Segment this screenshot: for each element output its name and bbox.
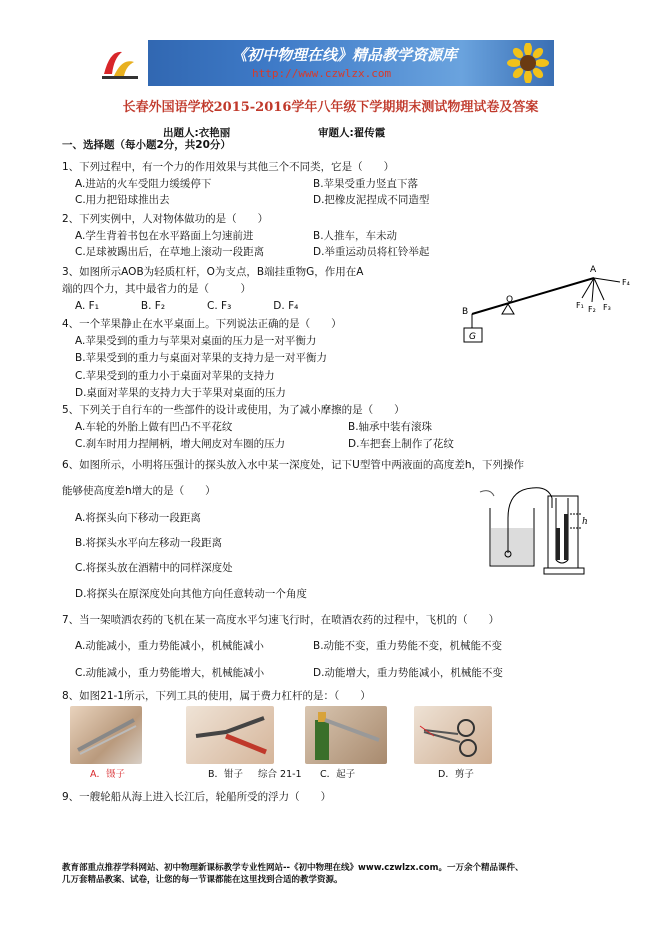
q5-option-a: A.车轮的外胎上做有凹凸不平花纹 [75,421,233,433]
label-b: B [462,307,469,317]
q7-option-a: A.动能减小，重力势能减小，机械能减小 [75,640,264,652]
reviewer-name: 审题人:翟传霞 [318,127,386,139]
caption-d: D．剪子 [438,769,474,780]
scissors-photo [414,706,492,764]
q4-option-c: C.苹果受到的重力小于桌面对苹果的支持力 [75,370,275,382]
q6-option-d: D.将探头在原深度处向其他方向任意转动一个角度 [75,588,307,600]
label-a: A [590,265,597,275]
label-f1: F₄ [622,278,630,287]
pressure-gauge-diagram [470,478,600,578]
q5-option-b: B.轴承中装有滚珠 [348,421,433,433]
label-h: h [582,517,588,527]
document-title: 长春外国语学校2015-2016学年八年级下学期期末测试物理试卷及答案 [122,100,539,115]
caption-c: C．起子 [320,769,356,780]
banner-url[interactable]: http://www.czwlzx.com [252,67,392,80]
q1-option-d: D.把橡皮泥捏成不同造型 [313,194,430,206]
q2-option-d: D.举重运动员将杠铃举起 [313,246,430,258]
q8-stem: 8、如图21-1所示，下列工具的使用，属于费力杠杆的是：（ ） [62,690,371,702]
q1-option-b: B.苹果受重力竖直下落 [313,178,419,190]
q3-stem-2: 端的四个力，其中最省力的是（ ） [62,283,251,295]
q7-option-c: C.动能减小，重力势能增大，机械能减小 [75,667,265,679]
q7-option-d: D.动能增大，重力势能减小，机械能不变 [313,667,503,679]
q4-option-d: D.桌面对苹果的支持力大于苹果对桌面的压力 [75,387,286,399]
bottle-opener-photo [305,706,387,764]
pliers-photo [186,706,274,764]
sunflower-icon [506,43,550,83]
label-f2: F₁ [576,301,584,310]
lever-diagram [458,258,638,350]
q6-option-c: C.将探头放在酒精中的同样深度处 [75,562,233,574]
q6-option-b: B.将探头水平向左移动一段距离 [75,537,223,549]
caption-b: B．钳子 [208,769,244,780]
section-heading: 一、选择题（每小题2分，共20分） [62,139,231,151]
site-logo [92,40,148,86]
footer-line-1: 教育部重点推荐学科网站、初中物理新课标教学专业性网站--《初中物理在线》www.czwlzx.com。一万余个精品课件、 [62,863,524,873]
q4-option-a: A.苹果受到的重力与苹果对桌面的压力是一对平衡力 [75,335,317,347]
label-f3: F₂ [588,305,596,314]
page-footer [62,862,622,886]
caption-a: A．镊子 [90,769,125,780]
header-banner [92,40,554,86]
setter-name: 出题人:衣艳丽 [163,127,231,139]
q1-option-a: A.进站的火车受阻力缓缓停下 [75,178,212,190]
q1-stem: 1、下列过程中，有一个力的作用效果与其他三个不同类，它是（ ） [62,161,395,173]
q5-stem: 5、下列关于自行车的一些部件的设计或使用，为了减小摩擦的是（ ） [62,404,405,416]
q4-option-b: B.苹果受到的重力与桌面对苹果的支持力是一对平衡力 [75,352,328,364]
q3-options: A. F₁ B. F₂ C. F₃ D. F₄ [75,300,299,312]
label-g: G [469,332,476,342]
q6-stem-1: 6、如图所示，小明将压强计的探头放入水中某一深度处，记下U型管中两液面的高度差h，下列操作 [62,459,525,471]
label-o: O [506,295,514,305]
q2-option-a: A.学生背着书包在水平路面上匀速前进 [75,230,254,242]
q7-stem: 7、当一架喷洒农药的飞机在某一高度水平匀速飞行时，在喷酒农药的过程中，飞机的（ ） [62,614,500,626]
q3-stem-1: 3、如图所示AOB为轻质杠杆，O为支点，B端挂重物G，作用在A [62,266,364,278]
tweezers-photo [70,706,142,764]
q5-option-d: D.车把套上制作了花纹 [348,438,454,450]
q1-option-c: C.用力把铅球推出去 [75,194,170,206]
q7-option-b: B.动能不变，重力势能不变，机械能不变 [313,640,503,652]
q2-option-b: B.人推车，车未动 [313,230,398,242]
q6-option-a: A.将探头向下移动一段距离 [75,512,201,524]
q2-option-c: C.足球被踢出后，在草地上滚动一段距离 [75,246,265,258]
label-f4: F₃ [603,303,611,312]
banner-title: 《初中物理在线》精品教学资源库 [232,46,458,64]
footer-line-2: 几万套精品教案、试卷，让您的每一节课都能在这里找到合适的教学资源。 [62,875,343,885]
q4-stem: 4、一个苹果静止在水平桌面上。下列说法正确的是（ ） [62,318,342,330]
q9-stem: 9、一艘轮船从海上进入长江后，轮船所受的浮力（ ） [62,791,332,803]
q2-stem: 2、下列实例中，人对物体做功的是（ ） [62,213,269,225]
q5-option-c: C.刹车时用力捏闸柄，增大闸皮对车圈的压力 [75,438,286,450]
q6-stem-2: 能够使高度差h增大的是（ ） [62,485,216,497]
figure-caption: 综合 21-1 [258,769,302,780]
